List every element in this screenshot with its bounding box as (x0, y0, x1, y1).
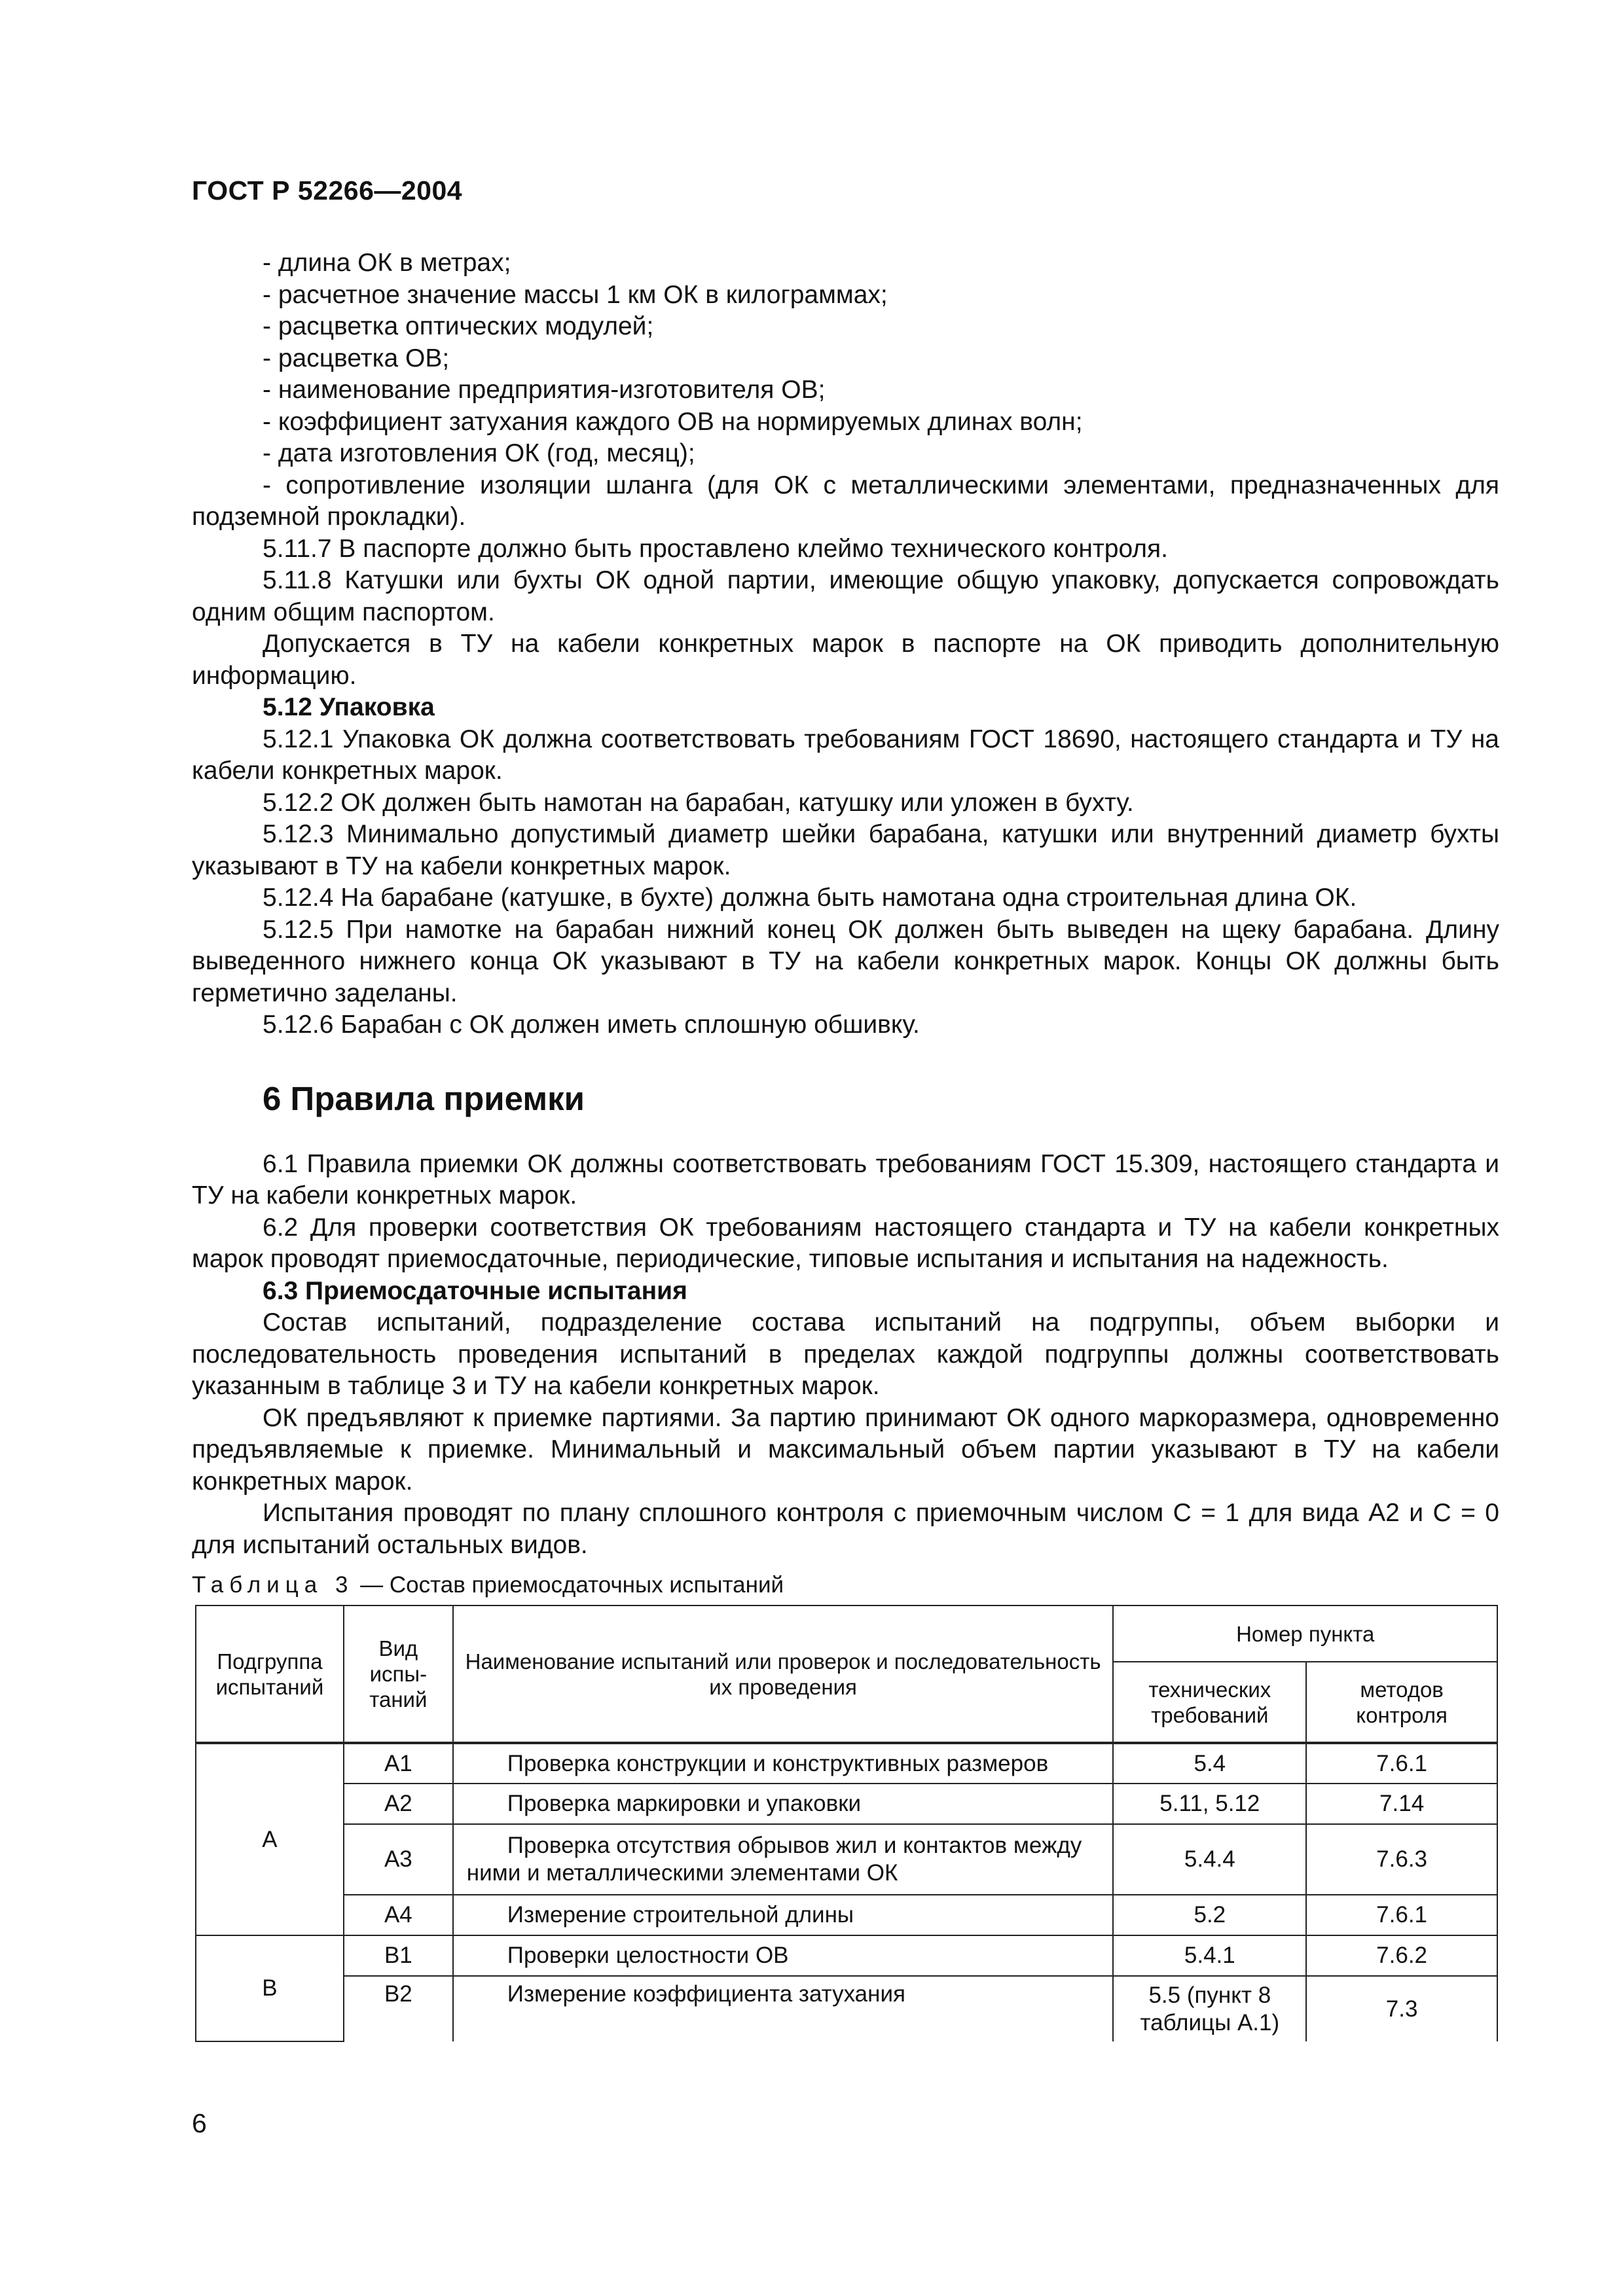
header-kind: Вид испы- таний (344, 1605, 453, 1743)
header-name: Наименование испытаний или проверок и последовательность их проведения (453, 1605, 1114, 1743)
paragraph-5-12-1: 5.12.1 Упаковка ОК должна соответствовать требованиям ГОСТ 18690, настоящего стандарта и ТУ на кабели конкретных марок. (192, 725, 1499, 785)
cell-kind: А2 (344, 1784, 453, 1824)
cell-tech: 5.4.1 (1113, 1935, 1306, 1976)
cell-kind: А3 (344, 1824, 453, 1895)
header-subgroup: Подгруппа испытаний (196, 1605, 344, 1743)
cell-name: Измерение строительной длины (453, 1895, 1114, 1935)
list-item: - сопротивление изоляции шланга (для ОК с металлическими элементами, предназначенных для подземной прокладки). (192, 471, 1499, 531)
cell-tech: 5.11, 5.12 (1113, 1784, 1306, 1824)
cell-group: А (196, 1743, 344, 1935)
document-header: ГОСТ Р 52266—2004 (192, 175, 463, 206)
paragraph-5-11-7: 5.11.7 В паспорте должно быть проставлено клеймо технического контроля. (263, 534, 1169, 563)
paragraph-6-2: 6.2 Для проверки соответствия ОК требованиям настоящего стандарта и ТУ на кабели конкретных марок проводят приемосдаточные, периодические, типовые испытания и испытания на надежность. (192, 1213, 1499, 1273)
cell-method: 7.6.2 (1306, 1935, 1497, 1976)
cell-tech: 5.2 (1113, 1895, 1306, 1935)
paragraph-6-3-a: Состав испытаний, подразделение состава испытаний на подгруппы, объем выборки и последовательность проведения испытаний в пределах каждой подгруппы должны соответствовать указанным в таблице 3 и ТУ на кабели конкретных марок. (192, 1308, 1499, 1400)
table-caption (192, 1572, 784, 1598)
cell-method: 7.6.1 (1306, 1895, 1497, 1935)
section-heading-6: 6 Правила приемки (263, 1079, 585, 1117)
list-item: - расцветка оптических модулей; (263, 312, 654, 340)
cell-name: Измерение коэффициента затухания (453, 1976, 1114, 2041)
list-item: - дата изготовления ОК (год, месяц); (263, 439, 695, 467)
paragraph-allow: Допускается в ТУ на кабели конкретных марок в паспорте на ОК приводить дополнительную информацию. (192, 630, 1499, 690)
cell-kind: В2 (344, 1976, 453, 2041)
paragraph-6-3-c: Испытания проводят по плану сплошного контроля с приемочным числом C = 1 для вида А2 и C = 0 для испытаний остальных видов. (192, 1499, 1499, 1559)
list-item: - наименование предприятия-изготовителя ОВ; (263, 376, 826, 404)
cell-method: 7.14 (1306, 1784, 1497, 1824)
cell-name: Проверка конструкции и конструктивных размеров (453, 1743, 1114, 1784)
list-item: - длина ОК в метрах; (263, 249, 511, 277)
list-item: - коэффициент затухания каждого ОВ на нормируемых длинах волн; (263, 407, 1083, 436)
table-row (196, 1976, 1497, 2041)
cell-name: Проверка маркировки и упаковки (453, 1784, 1114, 1824)
table-row (196, 1895, 1497, 1935)
paragraph-5-12-5: 5.12.5 При намотке на барабан нижний конец ОК должен быть выведен на щеку барабана. Длину выведенного нижнего конца ОК указывают в ТУ на кабели конкретных марок. Концы ОК должны быть герметично заделаны. (192, 915, 1499, 1007)
cell-method: 7.3 (1306, 1976, 1497, 2041)
cell-name: Проверки целостности ОВ (453, 1935, 1114, 1976)
paragraph-5-12-3: 5.12.3 Минимально допустимый диаметр шейки барабана, катушки или внутренний диаметр бухты указывают в ТУ на кабели конкретных марок. (192, 820, 1499, 880)
section-heading-5-12: 5.12 Упаковка (263, 693, 435, 721)
cell-group: В (196, 1935, 344, 2041)
paragraph-6-1: 6.1 Правила приемки ОК должны соответствовать требованиям ГОСТ 15.309, настоящего стандарта и ТУ на кабели конкретных марок. (192, 1149, 1499, 1210)
cell-kind: В1 (344, 1935, 453, 1976)
paragraph-5-12-2: 5.12.2 ОК должен быть намотан на барабан, катушку или уложен в бухту. (263, 788, 1134, 817)
tests-table (195, 1605, 1498, 2042)
section-heading-6-3: 6.3 Приемосдаточные испытания (263, 1276, 687, 1305)
header-control-methods: методов контроля (1306, 1662, 1497, 1743)
cell-tech: 5.4.4 (1113, 1824, 1306, 1895)
header-item-number: Номер пункта (1113, 1605, 1497, 1662)
cell-kind: А4 (344, 1895, 453, 1935)
table-caption-label: Таблица 3 (192, 1572, 354, 1598)
cell-tech: 5.5 (пункт 8 таблицы А.1) (1113, 1976, 1306, 2041)
table-row (196, 1824, 1497, 1895)
cell-tech: 5.4 (1113, 1743, 1306, 1784)
paragraph-5-12-6: 5.12.6 Барабан с ОК должен иметь сплошную обшивку. (263, 1011, 920, 1039)
page-number: 6 (192, 2108, 207, 2138)
list-item: - расчетное значение массы 1 км ОК в килограммах; (263, 280, 888, 309)
paragraph-5-12-4: 5.12.4 На барабане (катушке, в бухте) должна быть намотана одна строительная длина ОК. (263, 884, 1357, 912)
list-item: - расцветка ОВ; (263, 344, 450, 372)
paragraph-6-3-b: ОК предъявляют к приемке партиями. За партию принимают ОК одного маркоразмера, одновременно предъявляемые к приемке. Минимальный и максимальный объем партии указывают в ТУ на кабели конкретных марок. (192, 1403, 1499, 1496)
table-caption-text: — Состав приемосдаточных испытаний (354, 1572, 784, 1598)
header-tech-requirements: технических требований (1113, 1662, 1306, 1743)
cell-kind: А1 (344, 1743, 453, 1784)
document-body (192, 247, 1499, 1561)
cell-method: 7.6.3 (1306, 1824, 1497, 1895)
table-row (196, 1784, 1497, 1824)
table-row (196, 1743, 1497, 1784)
cell-method: 7.6.1 (1306, 1743, 1497, 1784)
cell-name: Проверка отсутствия обрывов жил и контактов между ними и металлическими элементами ОК (453, 1824, 1114, 1895)
table-row (196, 1935, 1497, 1976)
paragraph-5-11-8: 5.11.8 Катушки или бухты ОК одной партии, имеющие общую упаковку, допускается сопровождать одним общим паспортом. (192, 566, 1499, 626)
